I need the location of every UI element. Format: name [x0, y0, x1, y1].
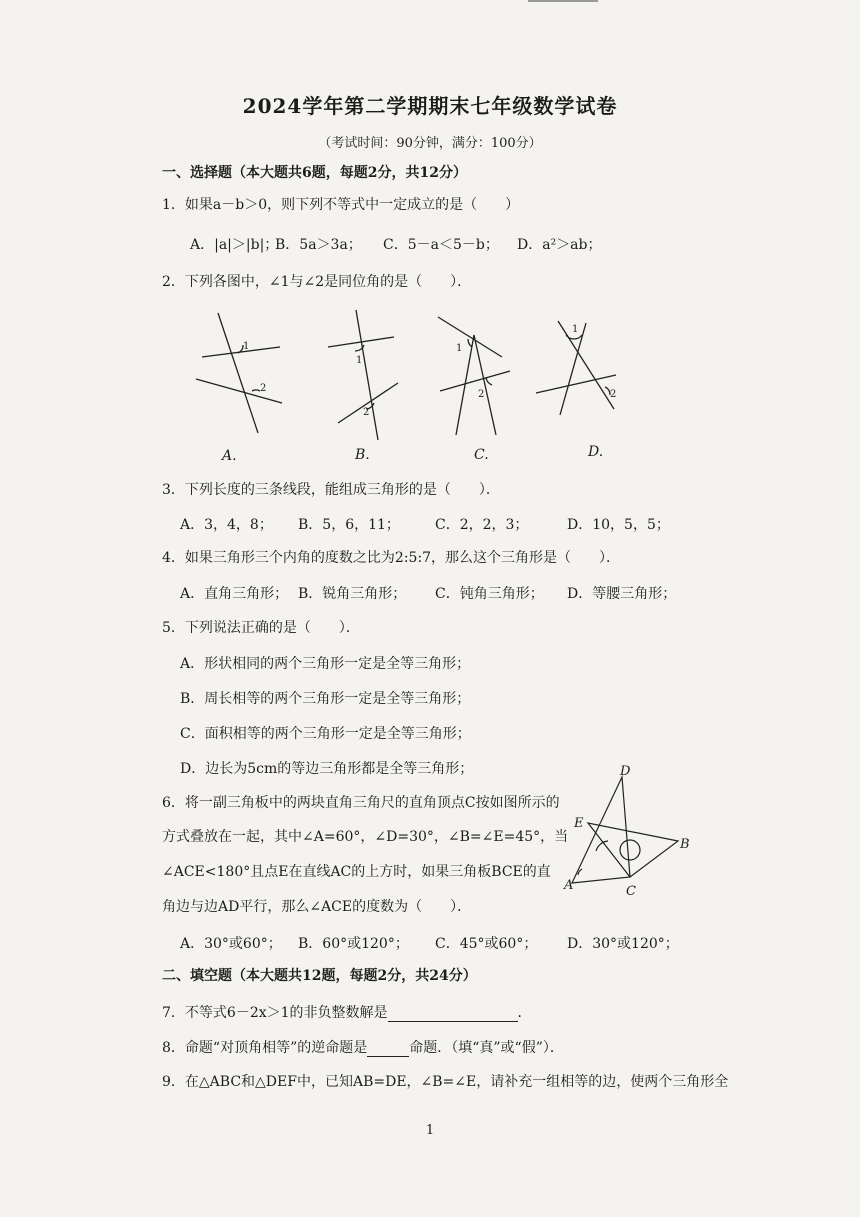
- q8-text: 8．命题“对顶角相等”的逆命题是: [162, 1040, 368, 1056]
- q2c-angle1-label: 1: [456, 343, 463, 354]
- q8: [162, 1039, 564, 1057]
- q2a-angle2-label: 2: [260, 383, 267, 394]
- q6-point-d: D: [620, 765, 631, 779]
- q2-label-a: A.: [222, 448, 237, 464]
- q6-option-b: B．60°或120°；: [298, 936, 409, 952]
- q6-point-e: E: [574, 816, 584, 831]
- q3-option-b: B．5，6，11；: [298, 517, 400, 533]
- q1-option-a: A．|a|＞|b|；: [190, 237, 279, 253]
- page-number: 1: [425, 1123, 435, 1138]
- q5-option-d: D．边长为5cm的等边三角形都是全等三角形；: [180, 761, 474, 777]
- q2a-angle1-label: 1: [243, 341, 250, 352]
- q7-answer-blank[interactable]: [388, 1007, 518, 1022]
- q6-line2: 方式叠放在一起，其中∠A=60°，∠D=30°，∠B=∠E=45°，当: [162, 829, 569, 845]
- q2-figures: [180, 305, 640, 445]
- q4-option-b: B．锐角三角形；: [298, 586, 407, 602]
- q4-option-d: D．等腰三角形；: [567, 586, 677, 602]
- q2-stem: 2．下列各图中，∠1与∠2是同位角的是（ ）．: [162, 274, 472, 290]
- q2b-angle2-label: 2: [363, 407, 370, 418]
- q6-option-d: D．30°或120°；: [567, 936, 679, 952]
- q2-label-c: C.: [474, 447, 489, 463]
- q2c-angle2-label: 2: [478, 389, 485, 400]
- q6-point-b: B: [680, 837, 690, 852]
- q1-option-b: B．5a＞3a；: [275, 237, 362, 253]
- q6-line1: 6．将一副三角板中的两块直角三角尺的直角顶点C按如图所示的: [162, 795, 560, 811]
- q9-text: 9．在△ABC和△DEF中，已知AB=DE，∠B=∠E，请补充一组相等的边，使两个三角形全: [162, 1074, 729, 1090]
- q3-option-c: C．2，2，3；: [435, 517, 529, 533]
- q1-option-c: C．5－a＜5－b；: [383, 237, 499, 253]
- exam-subtitle: （考试时间：90分钟，满分：100分）: [318, 136, 542, 151]
- q3-option-a: A．3，4，8；: [180, 517, 273, 533]
- section-1-heading: 一、选择题（本大题共6题，每题2分，共12分）: [162, 165, 467, 181]
- q2-figure-a: [196, 313, 282, 433]
- q7-end: ．: [517, 1005, 532, 1021]
- q2-figure-d: [536, 321, 616, 415]
- q2d-angle1-label: 1: [572, 324, 579, 335]
- q6-point-c: C: [626, 884, 636, 899]
- q6-option-a: A．30°或60°；: [180, 936, 282, 952]
- q4-option-a: A．直角三角形；: [180, 586, 289, 602]
- exam-title: 2024学年第二学期期末七年级数学试卷: [242, 94, 618, 118]
- q8-answer-blank[interactable]: [367, 1042, 409, 1057]
- q2-figure-c: [438, 317, 510, 435]
- q6-line4: 角边与边AD平行，那么∠ACE的度数为（ ）．: [162, 899, 472, 915]
- q5-stem: 5．下列说法正确的是（ ）．: [162, 620, 360, 636]
- q2-label-d: D.: [588, 444, 604, 460]
- q1-option-d: D．a²＞ab；: [517, 237, 602, 253]
- q2-label-b: B.: [355, 447, 370, 463]
- q2-figure-b: [328, 310, 398, 440]
- q6-point-a: A: [564, 878, 574, 893]
- scan-mark: [528, 0, 598, 2]
- q4-option-c: C．钝角三角形；: [435, 586, 544, 602]
- q2b-angle1-label: 1: [356, 355, 363, 366]
- q3-option-d: D．10，5，5；: [567, 517, 670, 533]
- q6-option-c: C．45°或60°；: [435, 936, 538, 952]
- q2d-angle2-label: 2: [610, 389, 617, 400]
- q5-option-a: A．形状相同的两个三角形一定是全等三角形；: [180, 656, 471, 672]
- q4-stem: 4．如果三角形三个内角的度数之比为2:5:7，那么这个三角形是（ ）．: [162, 550, 621, 566]
- q6-line3: ∠ACE<180°且点E在直线AC的上方时，如果三角板BCE的直: [162, 864, 551, 880]
- q6-figure: [560, 765, 700, 905]
- q8-end: 命题．（填“真”或“假”）．: [409, 1040, 564, 1056]
- q7-text: 7．不等式6－2x＞1的非负整数解是: [162, 1005, 388, 1021]
- q7: [162, 1004, 532, 1022]
- q1-stem: 1．如果a－b＞0，则下列不等式中一定成立的是（ ）: [162, 197, 520, 213]
- q3-stem: 3．下列长度的三条线段，能组成三角形的是（ ）．: [162, 482, 500, 498]
- q5-option-c: C．面积相等的两个三角形一定是全等三角形；: [180, 726, 471, 742]
- section-2-heading: 二、填空题（本大题共12题，每题2分，共24分）: [162, 968, 477, 984]
- q5-option-b: B．周长相等的两个三角形一定是全等三角形；: [180, 691, 471, 707]
